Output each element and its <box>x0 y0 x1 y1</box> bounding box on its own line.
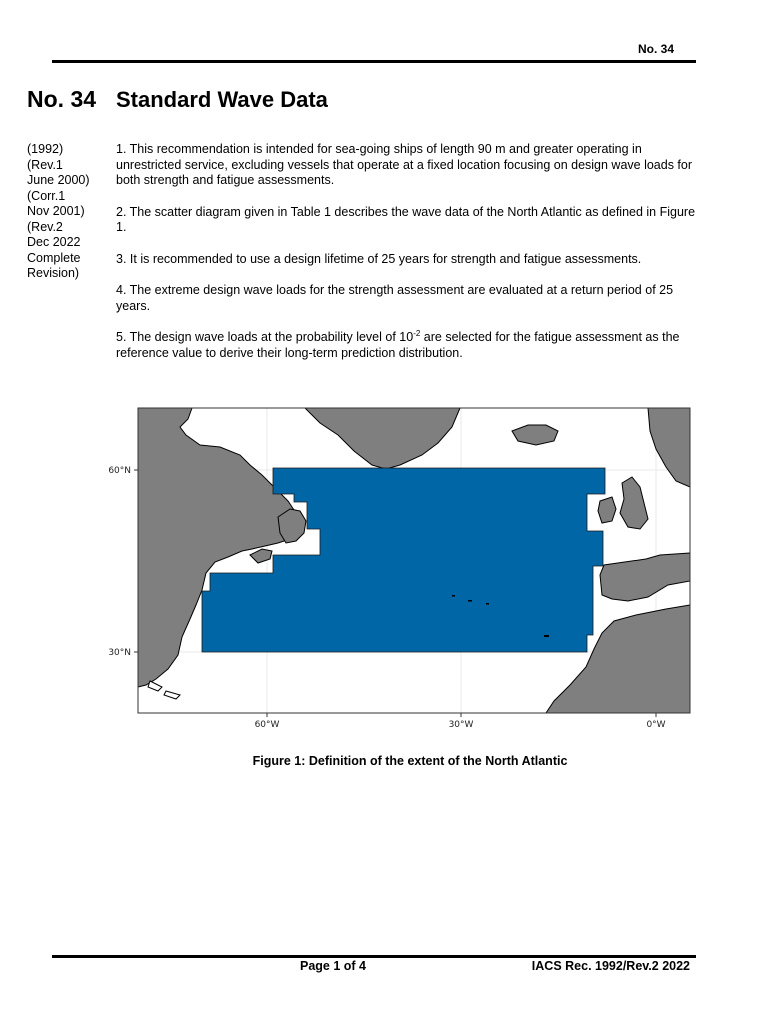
north-atlantic-map-figure <box>100 405 700 735</box>
revision-note: (Rev.1 <box>27 157 63 172</box>
lat-label-60n: 60°N <box>108 466 131 476</box>
revision-note: June 2000) <box>27 173 90 187</box>
revision-note: (1992) <box>27 142 64 156</box>
paragraph-5-text-cont: are selected for the fatigue assessment as the reference value to derive their long-term prediction distribution. <box>116 330 680 360</box>
lat-label-30n: 30°N <box>108 648 131 658</box>
revision-note: (Corr.1 <box>27 188 66 203</box>
header-rule <box>52 60 696 63</box>
revision-note: Revision) <box>27 266 80 280</box>
lon-label-30w: 30°W <box>448 720 474 730</box>
body-text <box>116 142 706 377</box>
footer-rule <box>52 955 696 958</box>
revision-history <box>27 142 107 282</box>
document-reference: IACS Rec. 1992/Rev.2 2022 <box>531 959 690 973</box>
revision-note: Nov 2001) <box>27 204 85 218</box>
lon-label-60w: 60°W <box>254 720 280 730</box>
paragraph-1: 1. This recommendation is intended for sea-going ships of length 90 m and greater operating in unrestricted service, excluding vessels that operate at a fixed location focusing on design wave loads for both strength and fatigue assessments. <box>116 142 693 187</box>
paragraph-5-text: 5. The design wave loads at the probability level of 10 <box>116 330 414 344</box>
revision-note: (Rev.2 <box>27 219 63 234</box>
revision-note: Dec 2022 <box>27 235 81 249</box>
sidebar-document-number: No. 34 <box>27 86 97 112</box>
document-title: Standard Wave Data <box>116 87 328 112</box>
paragraph-2: 2. The scatter diagram given in Table 1 describes the wave data of the North Atlantic as defined in Figure 1. <box>116 204 696 234</box>
figure-caption: Figure 1: Definition of the extent of the North Atlantic <box>252 754 568 768</box>
probability-exponent: -2 <box>413 328 421 338</box>
header-document-number: No. 34 <box>637 42 674 56</box>
revision-note: Complete <box>27 250 81 265</box>
lon-label-0w: 0°W <box>646 720 666 730</box>
paragraph-5 <box>116 330 706 361</box>
page-number: Page 1 of 4 <box>300 959 366 973</box>
paragraph-3: 3. It is recommended to use a design lifetime of 25 years for strength and fatigue assessments. <box>116 251 642 266</box>
paragraph-4: 4. The extreme design wave loads for the strength assessment are evaluated at a return period of 25 years. <box>116 283 674 313</box>
north-atlantic-map <box>100 405 700 735</box>
